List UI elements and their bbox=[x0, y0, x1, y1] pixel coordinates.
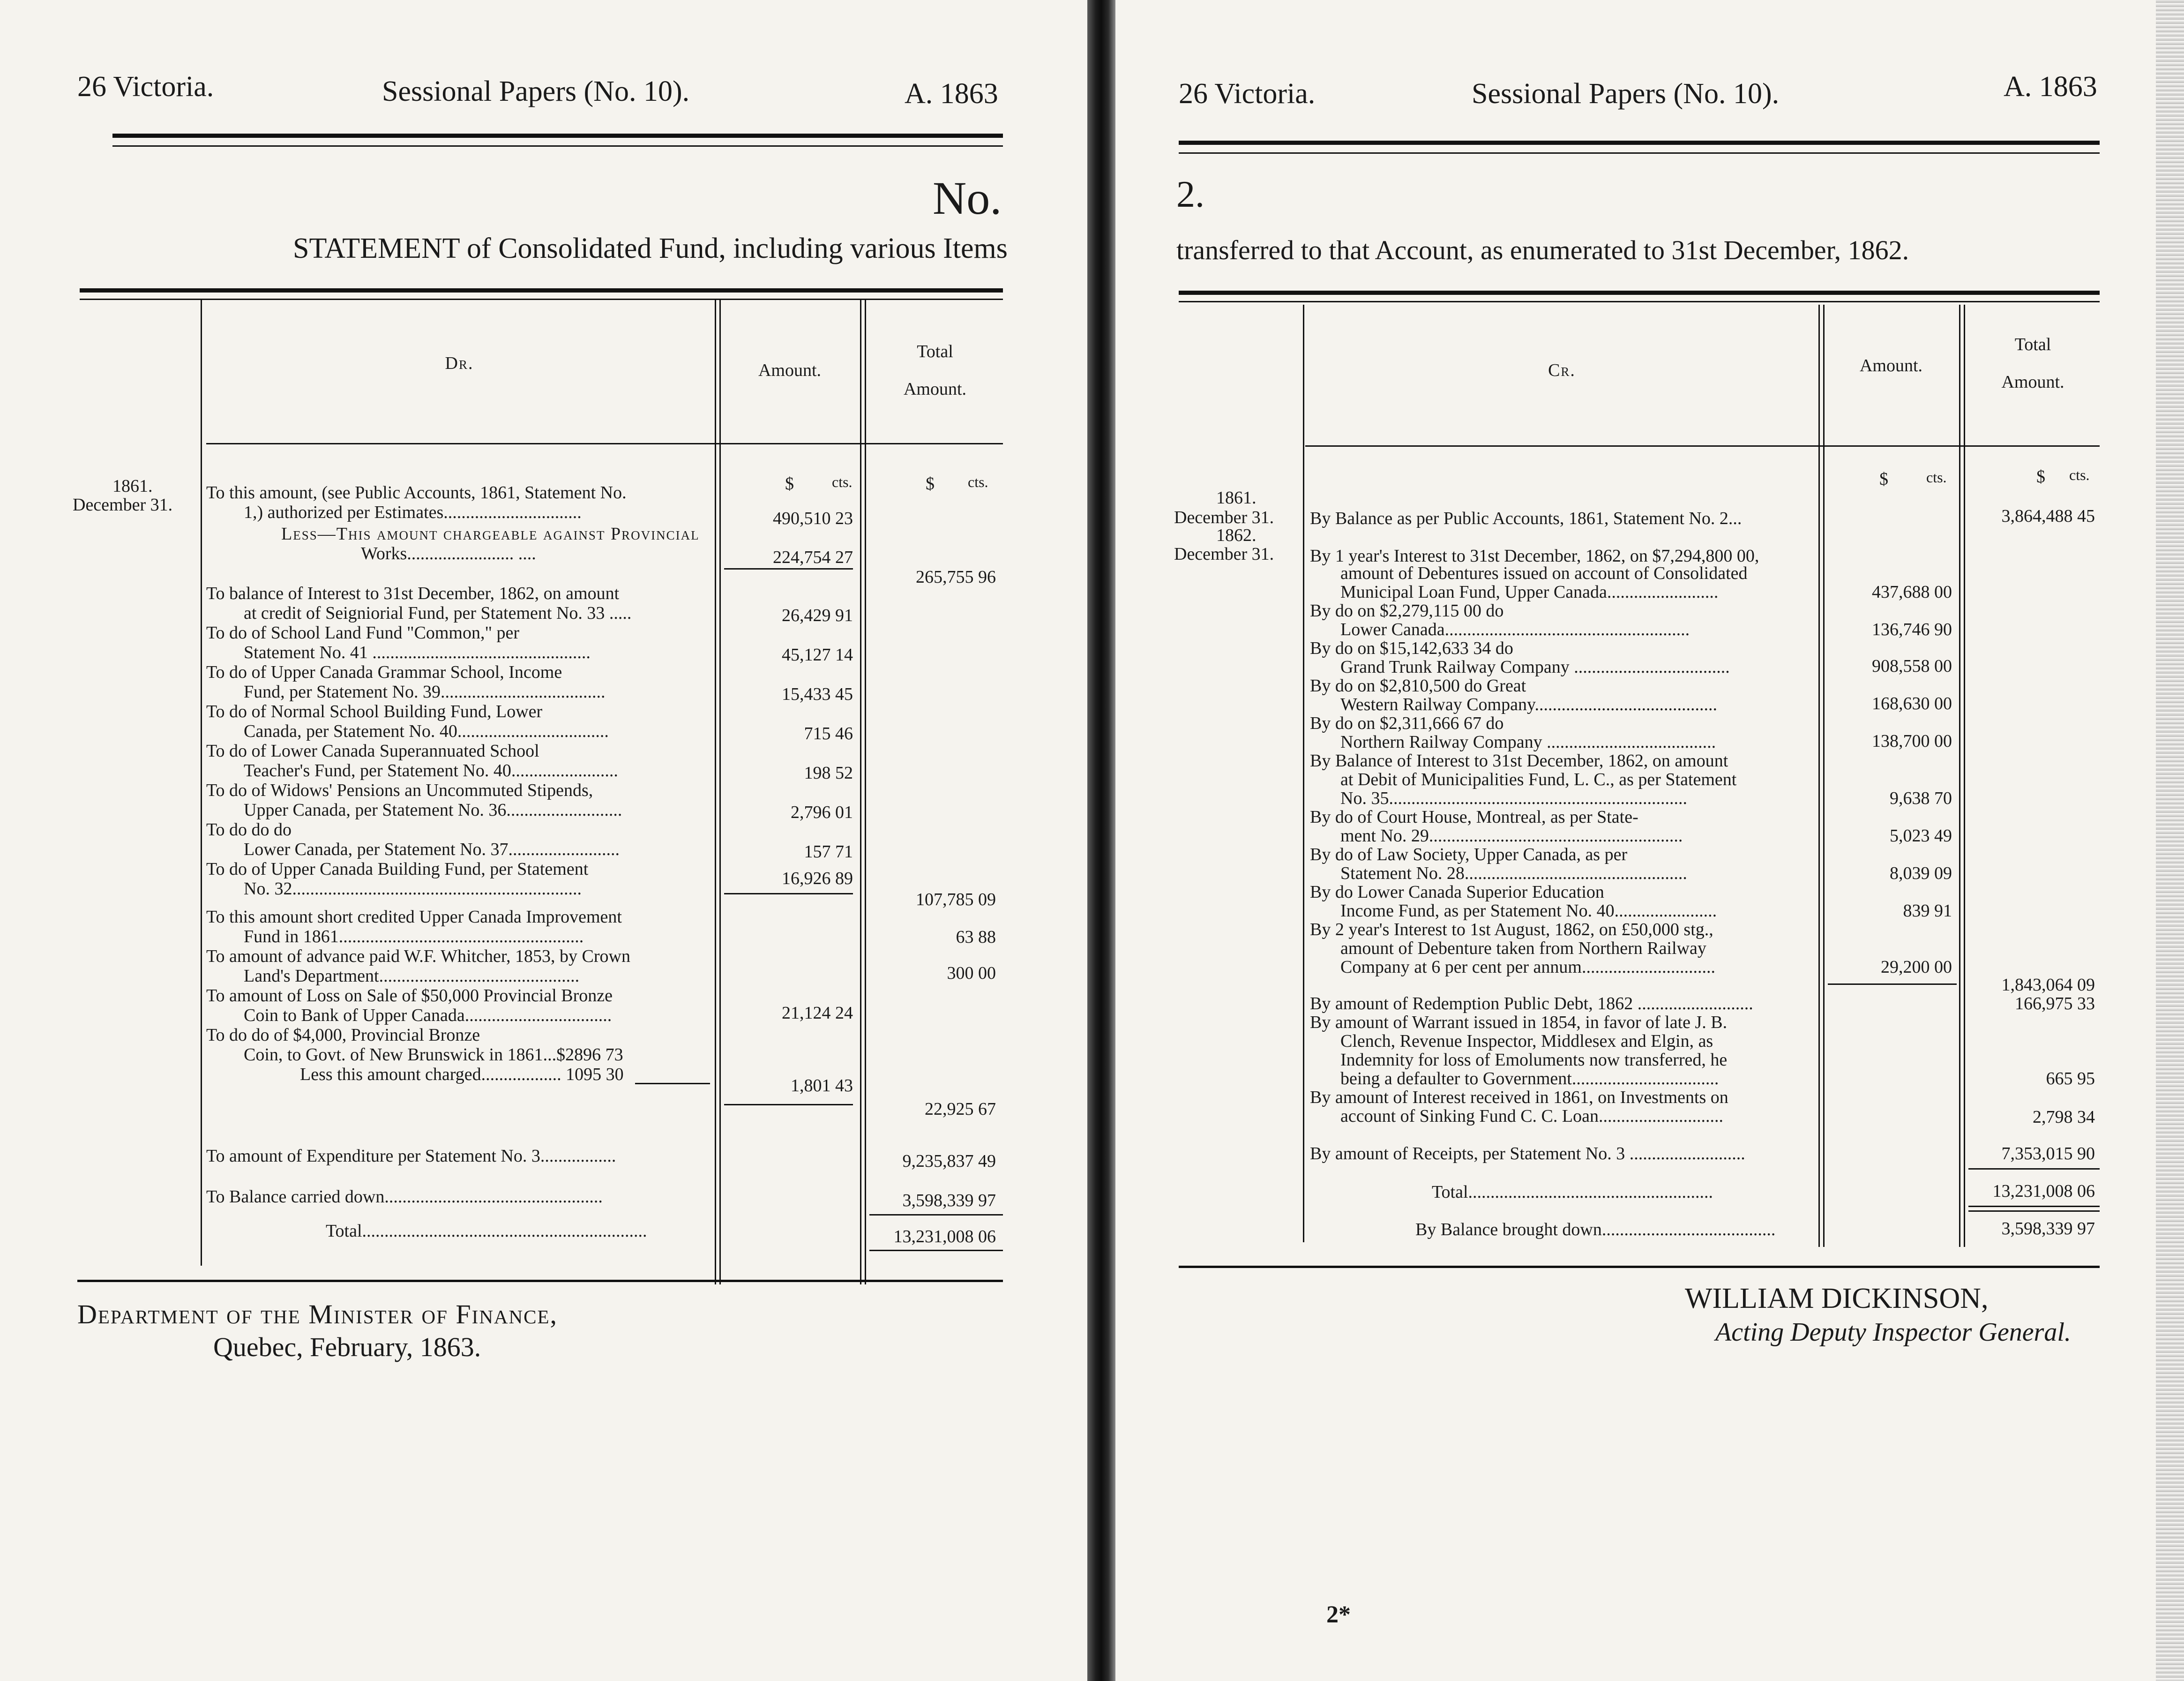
line: To do of Upper Canada Grammar School, Income bbox=[206, 662, 562, 682]
amount-value: 839 91 bbox=[1903, 901, 1952, 921]
entry-date-1862: December 31. bbox=[1174, 544, 1274, 564]
line: No. 32................................................................. bbox=[244, 879, 582, 899]
entry-year-1861: 1861. bbox=[1216, 488, 1257, 508]
line: By 2 year's Interest to 1st August, 1862, on £50,000 stg., bbox=[1310, 920, 1713, 939]
column-header-total: Total bbox=[917, 342, 953, 361]
line: Lower Canada, per Statement No. 37......................... bbox=[244, 840, 620, 859]
amount-column-divider-double bbox=[719, 300, 721, 1284]
amount-value: 138,700 00 bbox=[1872, 731, 1952, 751]
line: By 1 year's Interest to 31st December, 1862, on $7,294,800 00, bbox=[1310, 546, 1759, 566]
total-rule bbox=[1968, 1168, 2100, 1170]
entry-date: December 31. bbox=[73, 495, 173, 515]
line: By amount of Receipts, per Statement No. 3 .......................... bbox=[1310, 1144, 1745, 1163]
amount-value: 2,796 01 bbox=[791, 803, 853, 822]
total-column-divider bbox=[860, 300, 861, 1284]
line: By amount of Redemption Public Debt, 1862 .......................... bbox=[1310, 994, 1753, 1013]
line: By do of Court House, Montreal, as per State- bbox=[1310, 807, 1638, 827]
line: To do of School Land Fund "Common," per bbox=[206, 623, 519, 643]
signatory-name: WILLIAM DICKINSON, bbox=[1685, 1283, 1989, 1314]
entry-year: 1861. bbox=[112, 476, 153, 496]
line: Land's Department............................................. bbox=[244, 966, 580, 986]
column-header-rule bbox=[206, 443, 1003, 444]
line: By do on $2,810,500 do Great bbox=[1310, 676, 1526, 696]
grand-total-value: 13,231,008 06 bbox=[1992, 1181, 2095, 1201]
column-header-amount: Amount. bbox=[758, 360, 822, 380]
amount-value: 26,429 91 bbox=[782, 606, 853, 625]
total-value: 665 95 bbox=[2046, 1069, 2095, 1088]
line: account of Sinking Fund C. C. Loan............................ bbox=[1340, 1106, 1723, 1126]
line: By do on $2,311,666 67 do bbox=[1310, 713, 1504, 733]
line: Statement No. 41 ................................................. bbox=[244, 643, 591, 662]
line: Company at 6 per cent per annum.............................. bbox=[1340, 957, 1715, 977]
line: 1,) authorized per Estimates............................... bbox=[244, 503, 582, 522]
year-label: A. 1863 bbox=[905, 78, 998, 110]
line: By Balance of Interest to 31st December, 1862, on amount bbox=[1310, 751, 1728, 771]
statement-number-value: 2. bbox=[1176, 174, 1204, 215]
line: Indemnity for loss of Emoluments now transferred, he bbox=[1340, 1050, 1728, 1070]
table-top-rule bbox=[1179, 291, 2100, 295]
amount-value: 198 52 bbox=[804, 763, 853, 783]
line: By amount of Interest received in 1861, on Investments on bbox=[1310, 1088, 1728, 1107]
statement-number-label: No. bbox=[933, 172, 1002, 224]
header-double-rule bbox=[112, 134, 1003, 138]
line: Municipal Loan Fund, Upper Canada......................... bbox=[1340, 582, 1719, 602]
sessional-papers-label: Sessional Papers (No. 10). bbox=[382, 75, 690, 107]
grand-total-rule bbox=[869, 1250, 1003, 1251]
dollar-sign-total: $ bbox=[926, 474, 935, 494]
line: No. 35................................................................... bbox=[1340, 788, 1687, 808]
total-rule bbox=[869, 1214, 1003, 1216]
line: By Balance as per Public Accounts, 1861, Statement No. 2... bbox=[1310, 509, 1742, 528]
line: To balance of Interest to 31st December, 1862, on amount bbox=[206, 584, 620, 603]
total-value: 2,798 34 bbox=[2033, 1107, 2095, 1127]
dollar-sign-total: $ bbox=[2036, 467, 2045, 487]
column-header-total-amount: Amount. bbox=[903, 379, 967, 399]
department-line: Department of the Minister of Finance, bbox=[77, 1299, 558, 1329]
total-value: 22,925 67 bbox=[925, 1099, 996, 1119]
line: By amount of Warrant issued in 1854, in favor of late J. B. bbox=[1310, 1013, 1728, 1032]
amount-value: 8,039 09 bbox=[1890, 863, 1952, 883]
line: To Balance carried down................................................. bbox=[206, 1187, 603, 1207]
dollar-sign-amount: $ bbox=[1879, 469, 1888, 489]
header-thin-rule bbox=[112, 145, 1003, 147]
total-value: 9,235,837 49 bbox=[902, 1151, 996, 1171]
line: Less this amount charged.................. 1095 30 bbox=[300, 1065, 624, 1084]
subtotal-rule bbox=[724, 1104, 853, 1105]
total-value: 3,864,488 45 bbox=[2001, 506, 2095, 526]
line: Statement No. 28.................................................. bbox=[1340, 863, 1687, 883]
line: Income Fund, as per Statement No. 40....................... bbox=[1340, 901, 1717, 921]
line: To do do of $4,000, Provincial Bronze bbox=[206, 1025, 480, 1045]
total-value: 1,843,064 09 bbox=[2001, 975, 2095, 995]
line: Northern Railway Company ...................................... bbox=[1340, 732, 1716, 752]
total-value: 166,975 33 bbox=[2015, 994, 2095, 1013]
column-header-particulars: Dr. bbox=[445, 353, 474, 373]
total-value: 63 88 bbox=[956, 927, 996, 947]
date-column-divider bbox=[1303, 305, 1304, 1242]
line: To this amount short credited Upper Canada Improvement bbox=[206, 907, 622, 927]
cents-label-amount: cts. bbox=[1926, 469, 1947, 486]
line: Clench, Revenue Inspector, Middlesex and Elgin, as bbox=[1340, 1031, 1713, 1051]
column-header-total: Total bbox=[2014, 335, 2051, 354]
line: Coin to Bank of Upper Canada................................. bbox=[244, 1006, 612, 1025]
amount-value: 224,754 27 bbox=[773, 548, 853, 567]
line: Less—This amount chargeable against Provincial bbox=[281, 524, 700, 544]
date-column-divider bbox=[201, 300, 202, 1266]
line: Total................................................................ bbox=[326, 1221, 647, 1241]
subtotal-rule bbox=[724, 893, 853, 894]
line: at credit of Seigniorial Fund, per Statement No. 33 ..... bbox=[244, 603, 632, 623]
cents-label-amount: cts. bbox=[832, 473, 853, 490]
department-date: Quebec, February, 1863. bbox=[213, 1332, 481, 1362]
line: being a defaulter to Government................................. bbox=[1340, 1069, 1719, 1088]
sessional-papers-label: Sessional Papers (No. 10). bbox=[1472, 78, 1780, 110]
total-value: 7,353,015 90 bbox=[2001, 1144, 2095, 1163]
column-header-particulars: Cr. bbox=[1548, 360, 1576, 380]
grand-total-rule-double bbox=[1968, 1210, 2100, 1212]
column-header-total-amount: Amount. bbox=[2001, 372, 2064, 392]
amount-value: 437,688 00 bbox=[1872, 582, 1952, 602]
line: By do on $2,279,115 00 do bbox=[1310, 601, 1504, 621]
line: By do of Law Society, Upper Canada, as per bbox=[1310, 845, 1628, 864]
entry-date-1861: December 31. bbox=[1174, 508, 1274, 527]
amount-value: 16,926 89 bbox=[782, 869, 853, 888]
amount-value: 5,023 49 bbox=[1890, 826, 1952, 846]
total-value: 107,785 09 bbox=[916, 890, 996, 909]
column-header-amount: Amount. bbox=[1859, 356, 1923, 375]
amount-value: 29,200 00 bbox=[1881, 957, 1952, 977]
table-bottom-rule bbox=[1179, 1266, 2100, 1268]
cents-label-total: cts. bbox=[2069, 466, 2090, 483]
balance-brought-down-value: 3,598,339 97 bbox=[2001, 1219, 2095, 1238]
line: Fund, per Statement No. 39..................................... bbox=[244, 682, 606, 702]
line: By do Lower Canada Superior Education bbox=[1310, 882, 1604, 902]
line: Western Railway Company......................................... bbox=[1340, 695, 1717, 714]
amount-value: 908,558 00 bbox=[1872, 656, 1952, 676]
entry-year-1862: 1862. bbox=[1216, 525, 1257, 545]
amount-value: 136,746 90 bbox=[1872, 620, 1952, 639]
table-top-rule bbox=[80, 288, 1003, 293]
grand-total-rule bbox=[1968, 1206, 2100, 1207]
line: To do of Widows' Pensions an Uncommuted Stipends, bbox=[206, 780, 593, 800]
line: Works........................ .... bbox=[361, 544, 536, 563]
amount-value: 9,638 70 bbox=[1890, 788, 1952, 808]
line: Fund in 1861....................................................... bbox=[244, 927, 584, 946]
line: Coin, to Govt. of New Brunswick in 1861...$2896 73 bbox=[244, 1045, 623, 1065]
line: Upper Canada, per Statement No. 36.......................... bbox=[244, 800, 622, 820]
column-header-rule bbox=[1305, 445, 2100, 447]
subtotal-rule bbox=[1828, 983, 1957, 985]
amount-column-divider bbox=[715, 300, 716, 1284]
table-bottom-rule bbox=[77, 1280, 1003, 1282]
session-label: 26 Victoria. bbox=[1179, 78, 1316, 110]
line: at Debit of Municipalities Fund, L. C., as per Statement bbox=[1340, 770, 1737, 789]
total-value: 265,755 96 bbox=[916, 567, 996, 587]
session-label: 26 Victoria. bbox=[77, 71, 214, 103]
line: Canada, per Statement No. 40.................................. bbox=[244, 721, 609, 741]
dollar-sign-amount: $ bbox=[785, 474, 794, 494]
amount-value: 21,124 24 bbox=[782, 1003, 853, 1023]
amount-value: 157 71 bbox=[804, 842, 853, 862]
line: Teacher's Fund, per Statement No. 40........................ bbox=[244, 761, 618, 780]
cents-label-total: cts. bbox=[968, 473, 988, 490]
line: amount of Debenture taken from Northern Railway bbox=[1340, 938, 1706, 958]
line: ment No. 29......................................................... bbox=[1340, 826, 1683, 846]
header-thin-rule bbox=[1179, 152, 2100, 154]
total-value: 3,598,339 97 bbox=[902, 1191, 996, 1210]
line: To do of Upper Canada Building Fund, per Statement bbox=[206, 859, 589, 879]
statement-title: STATEMENT of Consolidated Fund, including various Items bbox=[293, 233, 1008, 264]
right-page bbox=[1115, 0, 2184, 1681]
line: By do on $15,142,633 34 do bbox=[1310, 638, 1513, 658]
statement-title-continued: transferred to that Account, as enumerated to 31st December, 1862. bbox=[1176, 235, 1909, 265]
line: To this amount, (see Public Accounts, 1861, Statement No. bbox=[206, 483, 627, 503]
total-value: 300 00 bbox=[947, 963, 996, 983]
amount-value: 490,510 23 bbox=[773, 509, 853, 528]
left-page bbox=[0, 0, 1087, 1681]
line: Total....................................................... bbox=[1432, 1182, 1713, 1202]
year-label: A. 1863 bbox=[2004, 71, 2097, 103]
amount-value: 15,433 45 bbox=[782, 684, 853, 704]
line: To amount of Loss on Sale of $50,000 Provincial Bronze bbox=[206, 986, 613, 1006]
signatory-title: Acting Deputy Inspector General. bbox=[1715, 1318, 2071, 1347]
amount-value: 715 46 bbox=[804, 724, 853, 743]
line: To do of Lower Canada Superannuated School bbox=[206, 741, 539, 761]
line: amount of Debentures issued on account of Consolidated bbox=[1340, 563, 1748, 583]
table-top-thin-rule bbox=[1179, 301, 2100, 302]
subtotal-rule bbox=[724, 568, 853, 570]
page-edge bbox=[2156, 0, 2184, 1681]
line: By Balance brought down....................................... bbox=[1415, 1220, 1776, 1239]
header-double-rule bbox=[1179, 141, 2100, 145]
line: To amount of advance paid W.F. Whitcher, 1853, by Crown bbox=[206, 946, 630, 966]
page-signature-mark: 2* bbox=[1326, 1601, 1351, 1628]
book-gutter bbox=[1087, 0, 1115, 1681]
line: To do of Normal School Building Fund, Lower bbox=[206, 702, 543, 721]
line: Grand Trunk Railway Company ................................... bbox=[1340, 657, 1730, 677]
amount-value: 168,630 00 bbox=[1872, 694, 1952, 713]
amount-value: 1,801 43 bbox=[791, 1076, 853, 1096]
amount-value: 45,127 14 bbox=[782, 645, 853, 665]
line: Lower Canada....................................................... bbox=[1340, 620, 1690, 639]
grand-total-value: 13,231,008 06 bbox=[893, 1227, 996, 1246]
subtraction-rule bbox=[635, 1083, 710, 1084]
line: To amount of Expenditure per Statement No. 3................. bbox=[206, 1146, 616, 1166]
total-column-divider-double bbox=[865, 300, 866, 1284]
line: To do do do bbox=[206, 820, 292, 840]
